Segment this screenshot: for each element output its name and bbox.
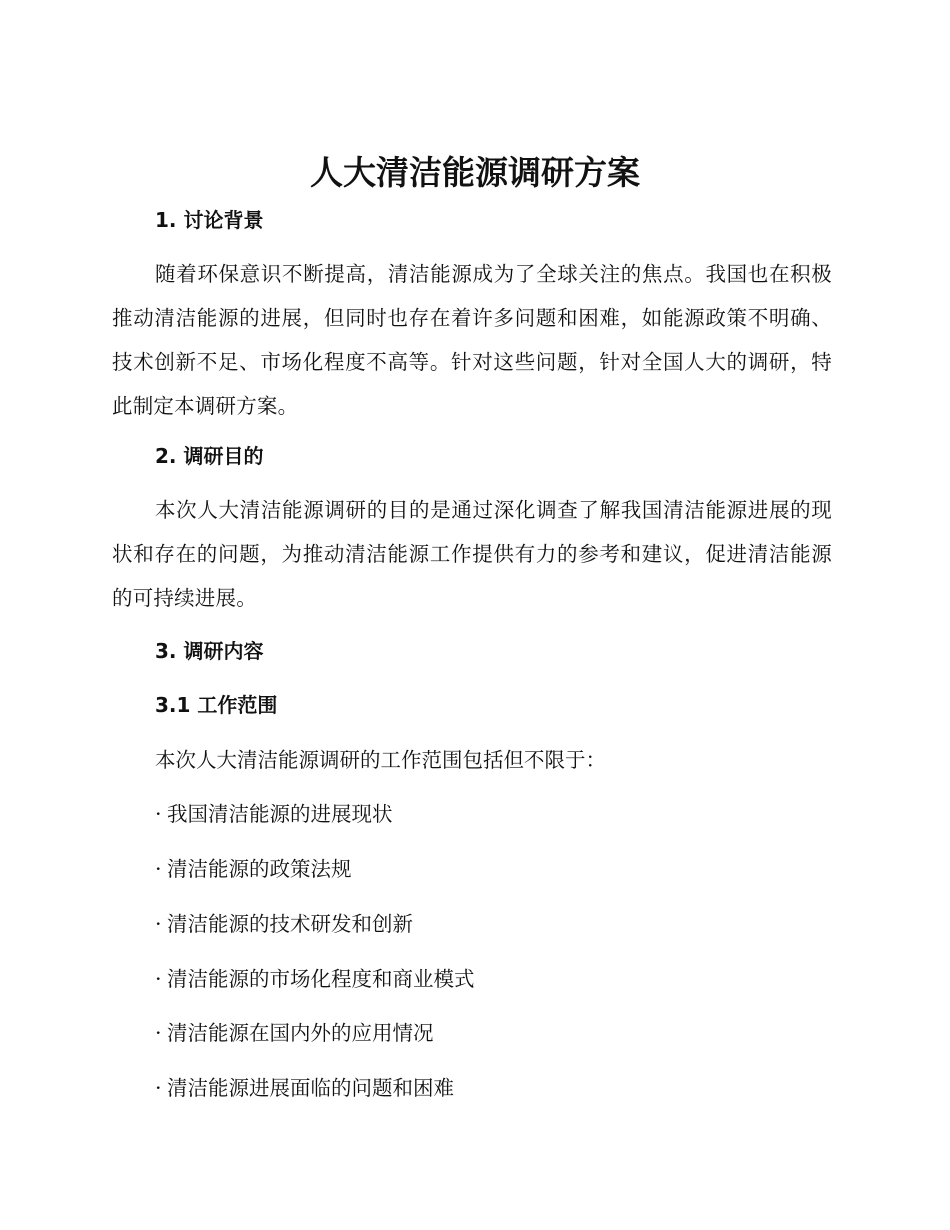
- bullet-mark: ·: [155, 1076, 162, 1100]
- document-title: 人大清洁能源调研方案: [310, 153, 640, 192]
- paragraph-purpose: 本次人大清洁能源调研的目的是通过深化调查了解我国清洁能源进展的现状和存在的问题，为推动清洁能源工作提供有力的参考和建议，促进清洁能源的可持续进展。: [112, 498, 832, 610]
- list-item: [155, 1018, 434, 1048]
- bullet-mark: ·: [155, 802, 162, 826]
- bullet-mark: ·: [155, 1021, 162, 1045]
- section-heading-background: 1. 讨论背景: [155, 208, 264, 232]
- bullet-mark: ·: [155, 912, 162, 936]
- list-item: [155, 854, 352, 884]
- list-item: [155, 909, 413, 939]
- list-item: [155, 1073, 454, 1103]
- list-item: [155, 799, 393, 829]
- scope-intro: 本次人大清洁能源调研的工作范围包括但不限于：: [155, 748, 606, 772]
- section-heading-content: 3. 调研内容: [155, 639, 264, 663]
- list-item-text: 清洁能源在国内外的应用情况: [167, 1021, 434, 1045]
- list-item: [155, 964, 475, 994]
- list-item-text: 清洁能源的市场化程度和商业模式: [167, 967, 475, 991]
- list-item-text: 我国清洁能源的进展现状: [167, 802, 393, 826]
- list-item-text: 清洁能源进展面临的问题和困难: [167, 1076, 454, 1100]
- list-item-text: 清洁能源的政策法规: [167, 857, 352, 881]
- paragraph-background: 随着环保意识不断提高，清洁能源成为了全球关注的焦点。我国也在积极推动清洁能源的进展，但同时也存在着许多问题和困难，如能源政策不明确、技术创新不足、市场化程度不高等。针对这些问题，针对全国人大的调研，特此制定本调研方案。: [112, 262, 832, 418]
- section-heading-scope: 3.1 工作范围: [155, 693, 278, 717]
- list-item-text: 清洁能源的技术研发和创新: [167, 912, 413, 936]
- section-heading-purpose: 2. 调研目的: [155, 444, 264, 468]
- bullet-mark: ·: [155, 967, 162, 991]
- bullet-mark: ·: [155, 857, 162, 881]
